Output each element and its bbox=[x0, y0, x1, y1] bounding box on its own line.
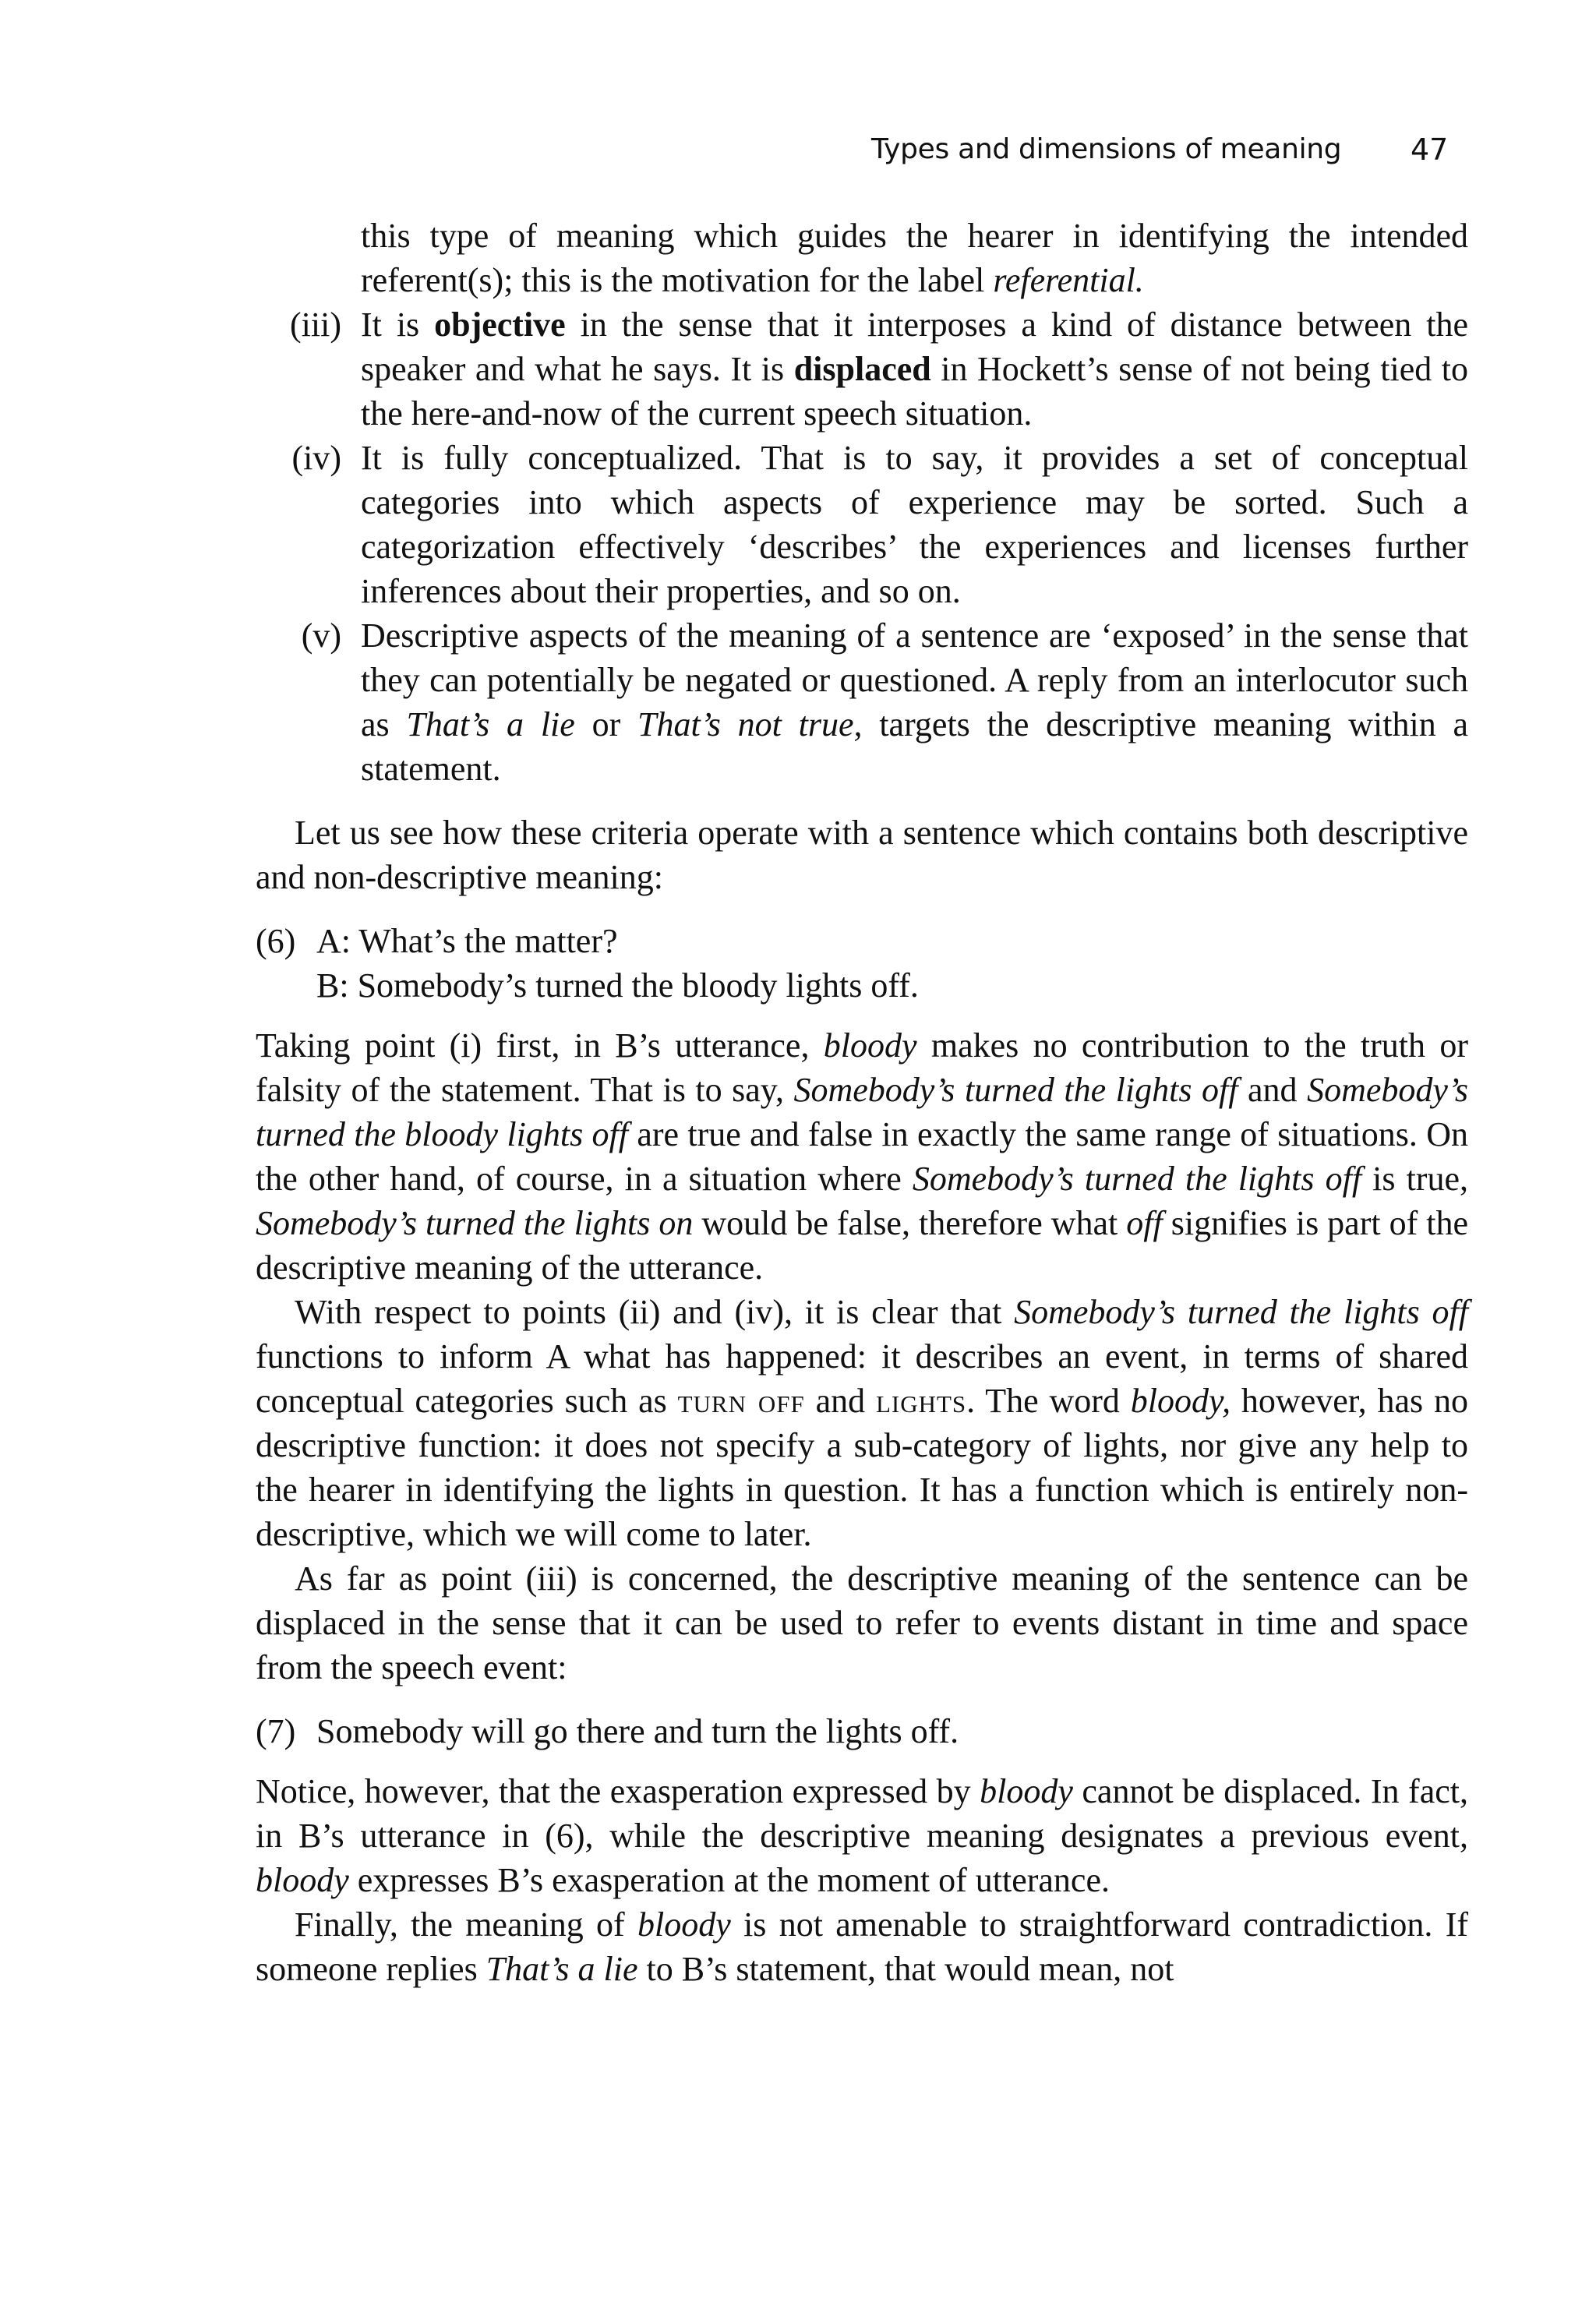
example-line-b: B: Somebody’s turned the bloody lights off. bbox=[316, 966, 919, 1005]
paragraph-points-ii-iv bbox=[256, 1290, 1468, 1556]
text-run: and bbox=[804, 1382, 876, 1420]
term-displaced: displaced bbox=[793, 350, 931, 388]
criterion-ii-continued bbox=[256, 214, 1468, 302]
criterion-text: It is fully conceptualized. That is to say, it provides a set of conceptual categories into which aspects of experience may be sorted. Such a categorization effectively ‘describes’ the experiences and licenses further inferences about their properties, and so on. bbox=[361, 439, 1468, 610]
criterion-text: Descriptive aspects of the meaning of a sentence are ‘exposed’ in the sense that they can potentially be negated or questioned. A reply from an interlocutor such as bbox=[361, 616, 1468, 743]
criterion-text: It is bbox=[361, 305, 435, 344]
spacer bbox=[256, 1753, 1468, 1769]
example-phrase: Somebody’s turned the bloody lights off bbox=[256, 1071, 1468, 1153]
chapter-title: Types and dimensions of meaning bbox=[871, 133, 1342, 165]
concept-label: turn off bbox=[677, 1382, 805, 1420]
page-number: 47 bbox=[1411, 132, 1449, 167]
term-referential: referential. bbox=[993, 261, 1144, 299]
text-run: Notice, however, that the exasperation expressed by bbox=[256, 1772, 980, 1810]
paragraph-intro: Let us see how these criteria operate with a sentence which contains both descriptive and non-descriptive meaning: bbox=[256, 814, 1468, 896]
criterion-iii bbox=[256, 302, 1468, 436]
paragraph-finally bbox=[256, 1902, 1468, 1991]
text-run: are true and false in exactly the same range of situations. On the other hand, of course, in a situation where bbox=[256, 1115, 1468, 1198]
spacer bbox=[256, 791, 1468, 810]
example-word: bloody bbox=[980, 1772, 1073, 1810]
text-run: Finally, the meaning of bbox=[295, 1905, 637, 1944]
text-run: and bbox=[1238, 1071, 1308, 1109]
text-run: Taking point (i) first, in B’s utterance, bbox=[256, 1026, 824, 1065]
example-line: Somebody will go there and turn the lights off. bbox=[316, 1712, 959, 1750]
example-number: (6) bbox=[256, 922, 296, 960]
criterion-text: in the sense that it interposes a kind of distance between the speaker and what he says. It is bbox=[361, 305, 1468, 388]
text-run: is true, bbox=[1361, 1160, 1468, 1198]
example-7 bbox=[256, 1709, 1468, 1753]
body-text bbox=[256, 214, 1468, 1991]
text-run: functions to inform A what has happened: it describes an event, in terms of shared conceptual categories such as bbox=[256, 1337, 1468, 1420]
example-6 bbox=[256, 919, 1468, 1008]
text-run: signifies is part of the descriptive meaning of the utterance. bbox=[256, 1204, 1469, 1287]
text-run: . The word bbox=[966, 1382, 1131, 1420]
example-phrase: That’s a lie bbox=[486, 1950, 638, 1988]
concept-label: lights bbox=[875, 1382, 967, 1420]
example-phrase: Somebody’s turned the lights off bbox=[793, 1071, 1238, 1109]
criterion-text: targets the descriptive meaning within a statement. bbox=[361, 705, 1469, 788]
text-run: is not amenable to straightforward contradiction. If someone replies bbox=[256, 1905, 1469, 1988]
example-phrase: That’s not true, bbox=[637, 705, 863, 743]
text-run: however, has no descriptive function: it does not specify a sub-category of lights, nor give any help to the hearer in identifying the lights in question. It has a function which is entirely non-descriptive, which we will come to later. bbox=[256, 1382, 1468, 1553]
criterion-number: (v) bbox=[301, 616, 341, 655]
criterion-v bbox=[256, 613, 1468, 791]
example-line-a: A: What’s the matter? bbox=[316, 922, 618, 960]
example-word: off bbox=[1126, 1204, 1163, 1242]
term-objective: objective bbox=[434, 305, 566, 344]
example-word: bloody bbox=[256, 1861, 349, 1899]
paragraph-point-iii: As far as point (iii) is concerned, the descriptive meaning of the sentence can be displaced in the sense that it can be used to refer to events distant in time and space from the speech event: bbox=[256, 1559, 1468, 1686]
criterion-number: (iv) bbox=[291, 439, 341, 477]
example-word: bloody, bbox=[1130, 1382, 1231, 1420]
text-run: makes no contribution to the truth or falsity of the statement. That is to say, bbox=[256, 1026, 1468, 1109]
text-run: cannot be displaced. In fact, in B’s utterance in (6), while the descriptive meaning designates a previous event, bbox=[256, 1772, 1468, 1855]
text-run: would be false, therefore what bbox=[693, 1204, 1127, 1242]
paragraph-exasperation bbox=[256, 1769, 1468, 1902]
spacer bbox=[256, 1008, 1468, 1023]
criterion-ii-text: this type of meaning which guides the hearer in identifying the intended referent(s); this is the motivation for the label bbox=[361, 217, 1468, 299]
criterion-number: (iii) bbox=[290, 305, 341, 344]
running-head bbox=[857, 126, 1473, 173]
example-word: bloody bbox=[637, 1905, 731, 1944]
text-run: With respect to points (ii) and (iv), it is clear that bbox=[295, 1293, 1015, 1331]
example-phrase: Somebody’s turned the lights off bbox=[912, 1160, 1362, 1198]
text-run: expresses B’s exasperation at the moment of utterance. bbox=[348, 1861, 1110, 1899]
example-word: bloody bbox=[823, 1026, 917, 1065]
criterion-text: in Hockett’s sense of not being tied to the here-and-now of the current speech situation. bbox=[361, 350, 1468, 433]
paragraph-point-i bbox=[256, 1023, 1468, 1290]
criterion-text: or bbox=[574, 705, 638, 743]
criterion-iv bbox=[256, 436, 1468, 613]
text-run: to B’s statement, that would mean, not bbox=[637, 1950, 1174, 1988]
spacer bbox=[256, 1690, 1468, 1709]
example-phrase: That’s a lie bbox=[406, 705, 575, 743]
example-number: (7) bbox=[256, 1712, 296, 1750]
spacer bbox=[256, 899, 1468, 919]
example-phrase: Somebody’s turned the lights on bbox=[256, 1204, 694, 1242]
example-phrase: Somebody’s turned the lights off bbox=[1014, 1293, 1468, 1331]
